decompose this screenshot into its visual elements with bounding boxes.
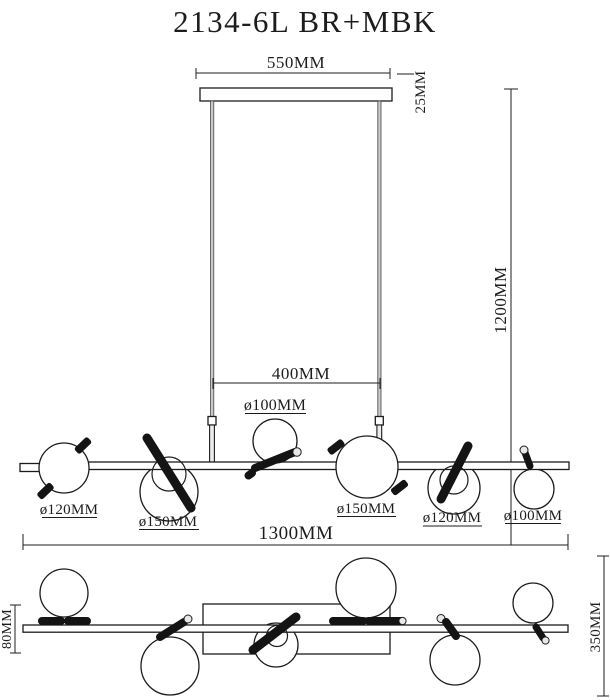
dim-text-25mm: 25MM (413, 70, 429, 114)
plan-shade-above-center (336, 558, 396, 618)
cylinder-end-cap (293, 448, 301, 456)
product-code-title: 2134-6L BR+MBK (173, 4, 437, 39)
plan-shade-below-left (141, 637, 199, 695)
dim-text-400mm: 400MM (271, 364, 331, 383)
left-rod-lower-tube (210, 425, 215, 463)
cylinder-end-cap (520, 446, 528, 454)
label-shade-120-right: ø120MM (422, 510, 482, 526)
plan-shade-below-right (430, 635, 480, 685)
right-rod (378, 101, 381, 417)
dim-text-350mm: 350MM (588, 601, 604, 653)
plan-shade-above-right (513, 583, 553, 623)
plan-cylinder-angled-2 (446, 622, 456, 636)
dimension-fixture-depth (588, 556, 609, 696)
cylinder-end-cap (542, 637, 549, 644)
dimension-bar-depth (0, 605, 21, 653)
dimension-rod-spacing (213, 364, 380, 389)
plan-main-bar (23, 625, 568, 632)
spot-cylinder-sphere6 (525, 453, 530, 467)
label-shade-100-right: ø100MM (503, 508, 563, 524)
dim-text-1200mm: 1200MM (491, 266, 510, 334)
shade-100-right-sphere (514, 469, 554, 509)
dimension-total-width (23, 523, 568, 550)
dim-text-1300mm: 1300MM (258, 523, 334, 544)
spot-cylinder-sphere3-lower (249, 473, 253, 476)
plan-shade-above-left (40, 569, 88, 617)
plan-view (0, 556, 609, 696)
bar-body (40, 462, 569, 470)
dim-text-550mm: 550MM (266, 53, 326, 72)
cylinder-end-cap (399, 617, 406, 624)
label-shade-100-top: ø100MM (243, 397, 307, 414)
dim-text-80mm: 80MM (0, 608, 15, 650)
shade-150-center-sphere (336, 436, 398, 498)
right-rod-connector (375, 417, 383, 426)
dimension-canopy-width (196, 53, 390, 79)
cylinder-end-cap (184, 615, 192, 623)
dimension-drop-height (491, 89, 518, 545)
dimension-canopy-height (397, 71, 429, 114)
label-shade-150-left: ø150MM (138, 514, 198, 530)
front-elevation-view (20, 53, 569, 550)
label-shade-120-left: ø120MM (39, 502, 99, 518)
left-rod-connector (208, 417, 216, 426)
bar-left-end-cap (20, 464, 40, 472)
ceiling-canopy (200, 88, 392, 101)
main-bar (20, 462, 569, 472)
left-rod (211, 101, 214, 417)
label-shade-150-center: ø150MM (336, 501, 396, 517)
